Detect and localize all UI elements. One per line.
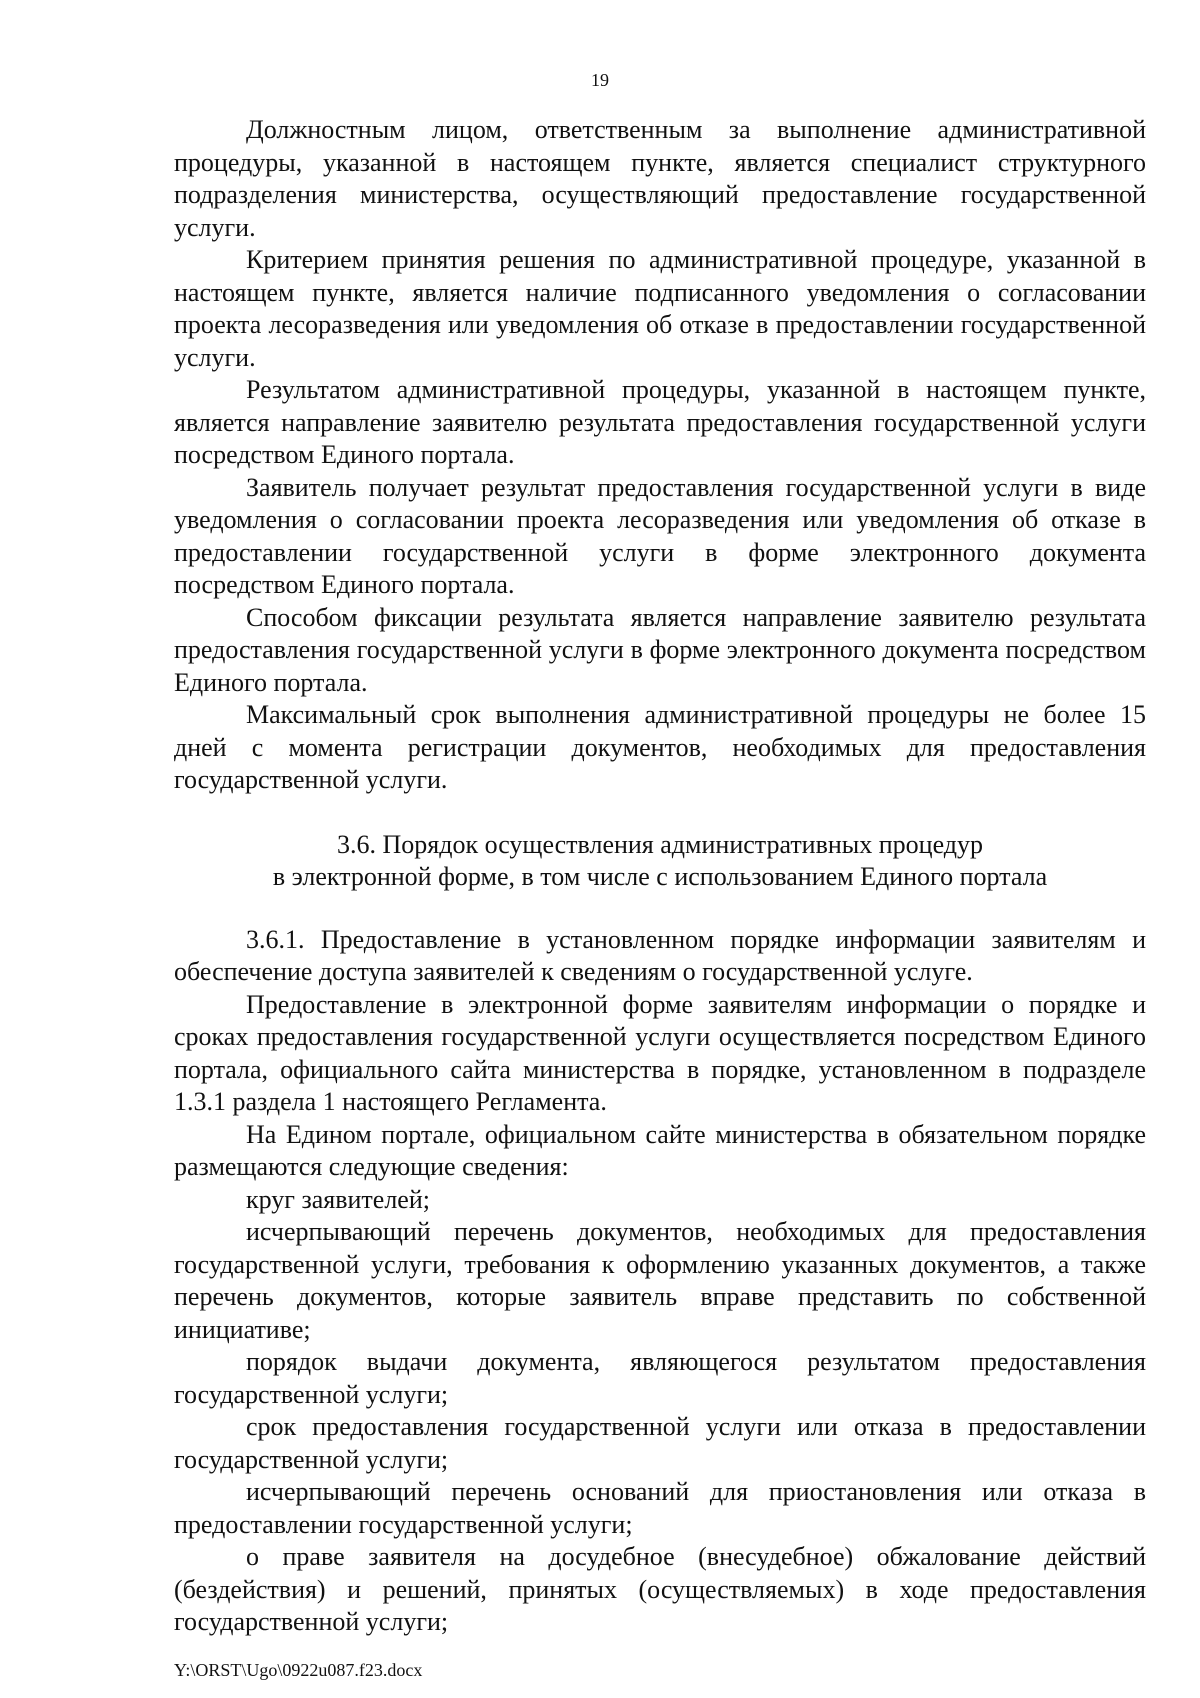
list-item: исчерпывающий перечень оснований для приостановления или отказа в предоставлении государственной услуги; xyxy=(174,1477,1146,1539)
section-heading-line: 3.6. Порядок осуществления административных процедур xyxy=(336,829,984,859)
paragraph: 3.6.1. Предоставление в установленном порядке информации заявителям и обеспечение доступа заявителей к сведениям о государственной услуге. xyxy=(174,924,1146,986)
section-heading xyxy=(174,829,1146,894)
document-body xyxy=(174,114,1146,1639)
paragraph: Способом фиксации результата является направление заявителю результата предоставления государственной услуги в форме электронного документа посредством Единого портала. xyxy=(174,602,1146,697)
list-item: порядок выдачи документа, являющегося результатом предоставления государственной услуги; xyxy=(174,1347,1146,1409)
section-heading-line: в электронной форме, в том числе с использованием Единого портала xyxy=(272,862,1048,891)
page-number: 19 xyxy=(591,70,609,90)
list-item: круг заявителей; xyxy=(246,1184,430,1214)
list-item: о праве заявителя на досудебное (внесудебное) обжалование действий (бездействия) и решений, принятых (осуществляемых) в ходе предоставления государственной услуги; xyxy=(174,1542,1146,1636)
paragraph: Должностным лицом, ответственным за выполнение административной процедуры, указанной в настоящем пункте, является специалист структурного подразделения министерства, осуществляющий предоставление государственной услуги. xyxy=(174,115,1146,242)
paragraph: Критерием принятия решения по административной процедуре, указанной в настоящем пункте, является наличие подписанного уведомления о согласовании проекта лесоразведения или уведомления об отказе в предоставлении государственной услуги. xyxy=(174,245,1146,372)
paragraph: На Едином портале, официальном сайте министерства в обязательном порядке размещаются следующие сведения: xyxy=(174,1119,1146,1181)
list-item: срок предоставления государственной услуги или отказа в предоставлении государственной услуги; xyxy=(174,1412,1146,1474)
paragraph: Заявитель получает результат предоставления государственной услуги в виде уведомления о согласовании проекта лесоразведения или уведомления об отказе в предоставлении государственной услуги в форме электронного документа посредством Единого портала. xyxy=(174,472,1146,599)
list-item: исчерпывающий перечень документов, необходимых для предоставления государственной услуги, требования к оформлению указанных документов, а также перечень документов, которые заявитель вправе представить по собственной инициативе; xyxy=(174,1217,1146,1344)
paragraph: Результатом административной процедуры, указанной в настоящем пункте, является направление заявителю результата предоставления государственной услуги посредством Единого портала. xyxy=(174,375,1146,469)
paragraph: Максимальный срок выполнения административной процедуры не более 15 дней с момента регистрации документов, необходимых для предоставления государственной услуги. xyxy=(174,700,1146,794)
paragraph: Предоставление в электронной форме заявителям информации о порядке и сроках предоставления государственной услуги осуществляется посредством Единого портала, официального сайта министерства в порядке, установленном в подразделе 1.3.1 раздела 1 настоящего Регламента. xyxy=(174,989,1146,1116)
footer-file-path: Y:\ORST\Ugo\0922u087.f23.docx xyxy=(174,1660,423,1680)
